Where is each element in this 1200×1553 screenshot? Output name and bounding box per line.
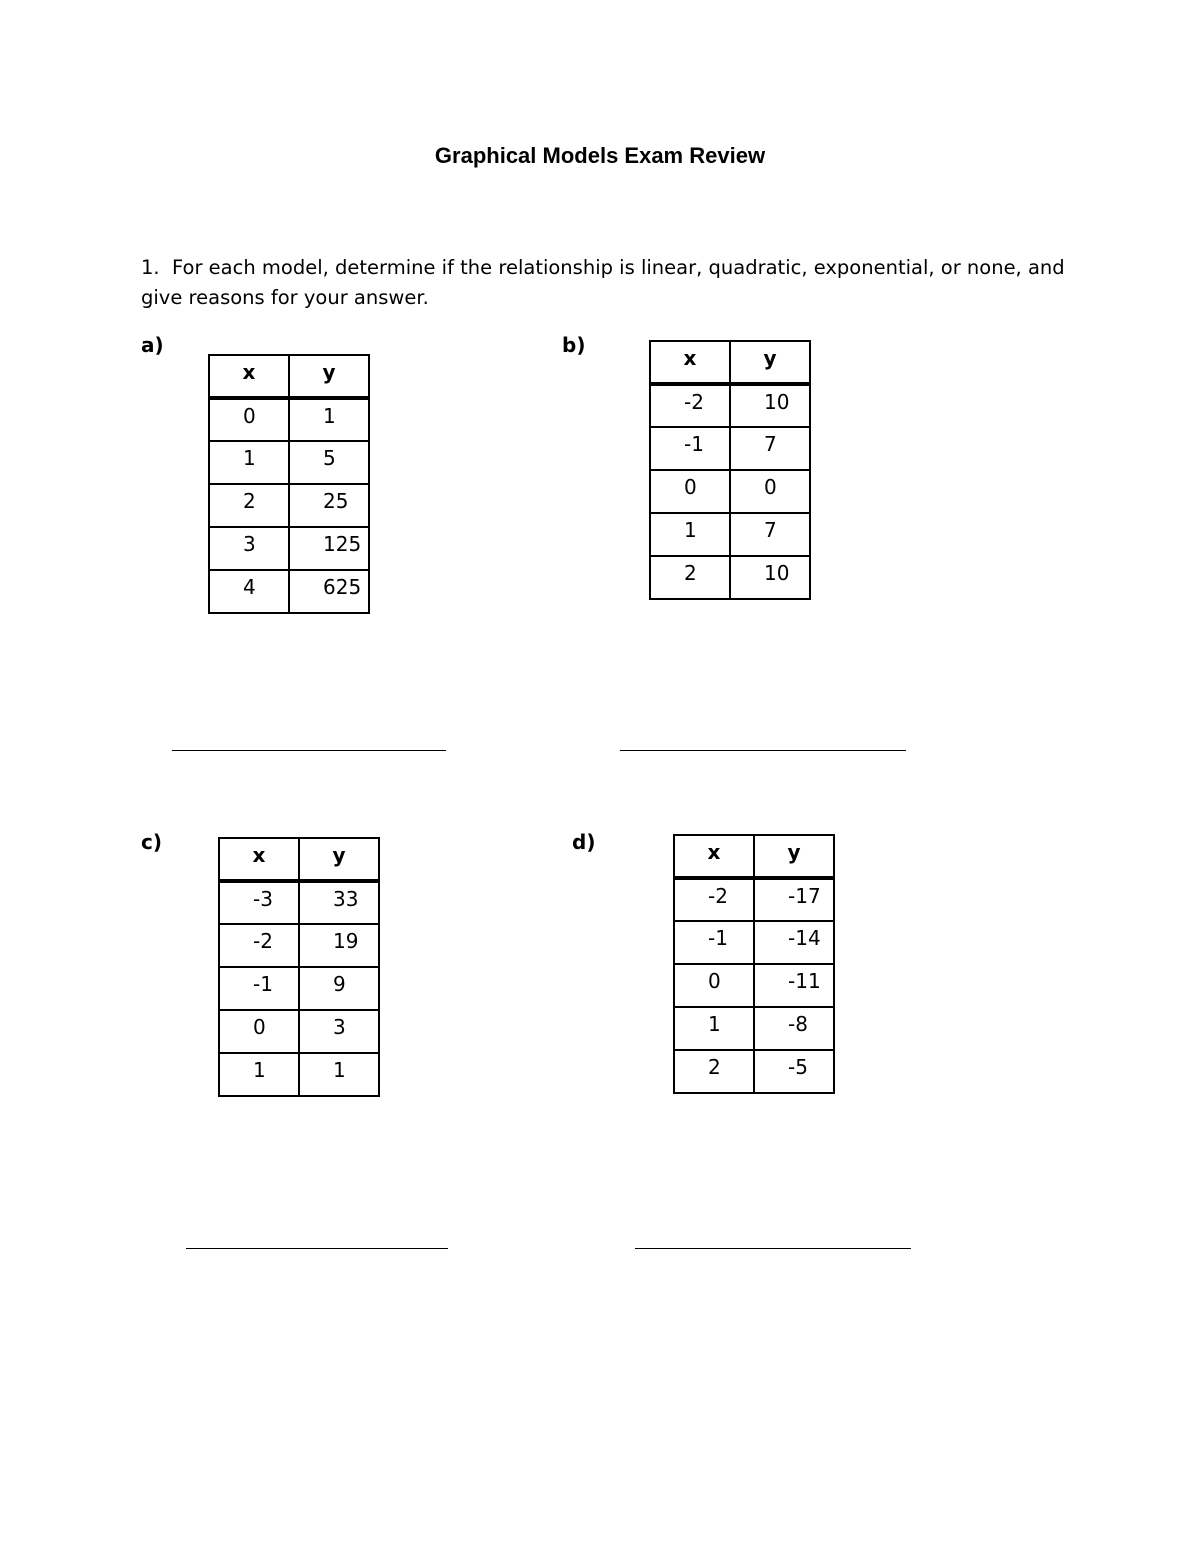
- cell-x: 0: [650, 470, 730, 513]
- cell-x: -1: [219, 967, 299, 1010]
- cell-y: -11: [754, 964, 834, 1007]
- cell-y: 10: [730, 384, 810, 427]
- header-x: x: [650, 341, 730, 384]
- table-header-row: [219, 838, 379, 881]
- cell-x: 1: [674, 1007, 754, 1050]
- cell-x: -2: [219, 924, 299, 967]
- cell-y: -8: [754, 1007, 834, 1050]
- table-row: [674, 878, 834, 921]
- header-y: y: [289, 355, 369, 398]
- cell-y: 625: [289, 570, 369, 613]
- table-row: [209, 398, 369, 441]
- table-header-row: [209, 355, 369, 398]
- part-c-label: c): [141, 830, 162, 854]
- cell-y: 3: [299, 1010, 379, 1053]
- table-row: [209, 570, 369, 613]
- cell-x: 3: [209, 527, 289, 570]
- cell-y: 7: [730, 513, 810, 556]
- table-row: [219, 1010, 379, 1053]
- table-row: [650, 556, 810, 599]
- cell-y: 19: [299, 924, 379, 967]
- part-d-label: d): [572, 830, 596, 854]
- cell-x: 0: [674, 964, 754, 1007]
- table-row: [650, 513, 810, 556]
- cell-x: 1: [209, 441, 289, 484]
- cell-y: 0: [730, 470, 810, 513]
- cell-x: -2: [650, 384, 730, 427]
- part-b-label: b): [562, 333, 586, 357]
- answer-line-c[interactable]: [186, 1248, 448, 1249]
- table-row: [219, 1053, 379, 1096]
- cell-x: 4: [209, 570, 289, 613]
- cell-y: 10: [730, 556, 810, 599]
- table-c: [218, 837, 380, 1097]
- cell-y: 9: [299, 967, 379, 1010]
- table-row: [674, 921, 834, 964]
- cell-y: 33: [299, 881, 379, 924]
- table-row: [674, 964, 834, 1007]
- table-row: [650, 470, 810, 513]
- table-header-row: [650, 341, 810, 384]
- cell-y: 25: [289, 484, 369, 527]
- header-y: y: [754, 835, 834, 878]
- cell-x: 1: [650, 513, 730, 556]
- cell-x: 2: [674, 1050, 754, 1093]
- table-row: [650, 384, 810, 427]
- cell-x: -1: [674, 921, 754, 964]
- table-row: [209, 484, 369, 527]
- table-b: [649, 340, 811, 600]
- table-row: [674, 1007, 834, 1050]
- header-y: y: [299, 838, 379, 881]
- cell-y: -14: [754, 921, 834, 964]
- cell-y: 1: [299, 1053, 379, 1096]
- cell-y: -17: [754, 878, 834, 921]
- table-a: [208, 354, 370, 614]
- table-row: [219, 924, 379, 967]
- cell-x: -3: [219, 881, 299, 924]
- question-1: [141, 253, 1081, 313]
- cell-y: 125: [289, 527, 369, 570]
- table-row: [650, 427, 810, 470]
- table-header-row: [674, 835, 834, 878]
- table-row: [209, 441, 369, 484]
- table-row: [219, 967, 379, 1010]
- cell-y: 1: [289, 398, 369, 441]
- table-d: [673, 834, 835, 1094]
- table-row: [219, 881, 379, 924]
- cell-y: -5: [754, 1050, 834, 1093]
- page-title: Graphical Models Exam Review: [434, 143, 766, 168]
- header-x: x: [674, 835, 754, 878]
- header-x: x: [219, 838, 299, 881]
- part-a-label: a): [141, 333, 164, 357]
- cell-x: 0: [219, 1010, 299, 1053]
- question-number: 1.: [141, 256, 160, 279]
- header-x: x: [209, 355, 289, 398]
- cell-x: -2: [674, 878, 754, 921]
- cell-y: 7: [730, 427, 810, 470]
- cell-x: -1: [650, 427, 730, 470]
- cell-x: 2: [650, 556, 730, 599]
- cell-x: 2: [209, 484, 289, 527]
- header-y: y: [730, 341, 810, 384]
- answer-line-d[interactable]: [635, 1248, 911, 1249]
- question-text: For each model, determine if the relationship is linear, quadratic, exponential, or none, and give reasons for your answer.: [141, 256, 1065, 309]
- cell-x: 1: [219, 1053, 299, 1096]
- answer-line-a[interactable]: [172, 750, 446, 751]
- table-row: [674, 1050, 834, 1093]
- table-row: [209, 527, 369, 570]
- cell-x: 0: [209, 398, 289, 441]
- answer-line-b[interactable]: [620, 750, 906, 751]
- cell-y: 5: [289, 441, 369, 484]
